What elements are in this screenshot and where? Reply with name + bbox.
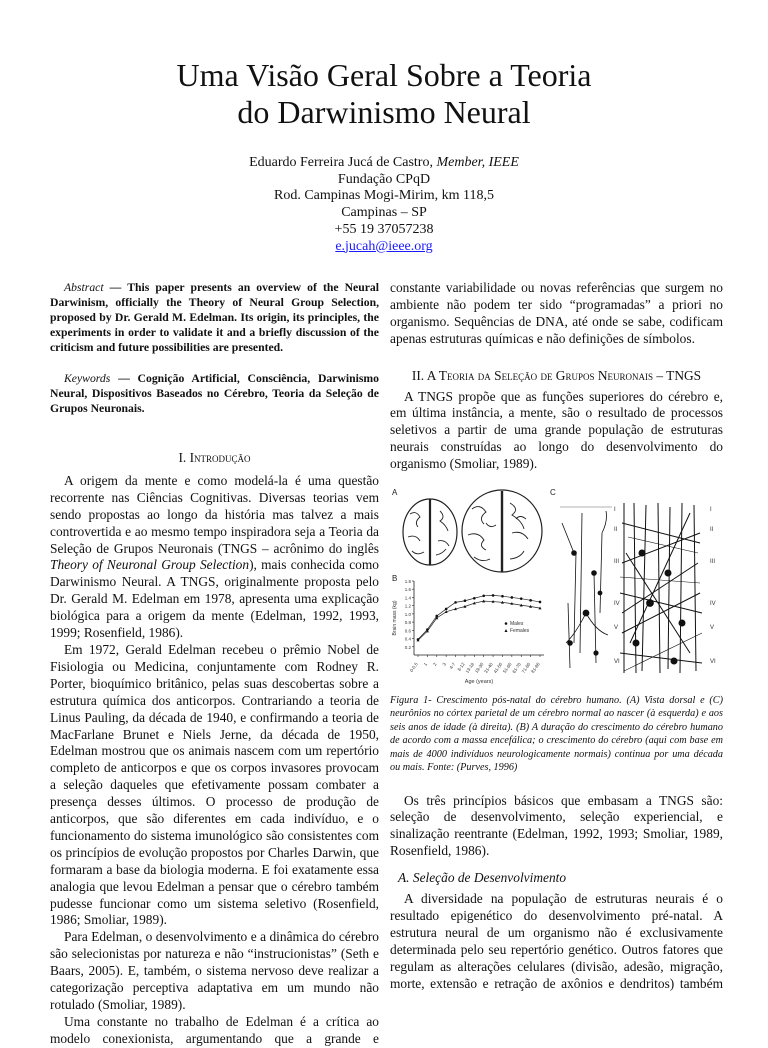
paper-title xyxy=(0,57,768,131)
cortex-layer-label: IV xyxy=(710,601,716,608)
cortex-layer-labels xyxy=(614,507,716,665)
tngs-paragraph-3: A diversidade na população de estruturas neurais é o resultado epigenético do desenvolvimento pré-natal. A estrutura neural de um organismo não é exclusivamente determinada pelo seu repertório genético. Outros fatores que regulam as alterações celulares (divisão, adesão, migração, morte, extensão e retração de axônios e dendritos) também xyxy=(390,891,723,991)
intro-paragraph-3: Para Edelman, o desenvolvimento e a dinâmica do cérebro são selecionistas por natureza e não “instrucionistas” (Seth e Baars, 2005). E, também, o sistema nervoso deve realizar a categorização perceptiva adaptativa em um mundo não rotulado (Smoliar, 1989). xyxy=(50,929,379,1012)
intro-paragraph-4: Uma constante no trabalho de Edelman é a crítica ao modelo conexionista, argumentando que a grande e xyxy=(50,1013,379,1046)
author-membership: Member, IEEE xyxy=(436,155,519,170)
panel-c-label: C xyxy=(550,488,556,498)
x-tick-label: 0-0.5 xyxy=(408,661,419,674)
data-point-males xyxy=(492,594,495,597)
intro-p1-text-a: A origem da mente e como modelá-la é uma questão recorrente nas Ciências Cognitivas. Diversas teorias vem sendo propostas ao longo da história mas talvez a mais controvertida e ao mesmo tempo inspiradora seja a Teoria da Seleção de Grupos Neuronais (TNGS – acrônimo do inglês xyxy=(50,472,379,556)
panel-c-neurons xyxy=(550,493,723,683)
cortex-layer-label: III xyxy=(614,559,620,566)
title-line-1: Uma Visão Geral Sobre a Teoria xyxy=(176,57,592,93)
legend-marker-females xyxy=(505,629,508,632)
author-name: Eduardo Ferreira Jucá de Castro, xyxy=(249,155,433,170)
data-point-males xyxy=(464,599,467,602)
intro-p1-italic: Theory of Neuronal Group Selection xyxy=(50,557,250,573)
panel-b-label: B xyxy=(392,574,398,584)
x-tick-label: 19-30 xyxy=(473,661,485,675)
cortex-layer-label: VI xyxy=(614,659,620,666)
abstract-text: — This paper presents an overview of the Neural Darwinism, officially the Theory of Neural Group Selection, proposed by Dr. Gerald M. Edelman. Its origin, its principles, the experiments in order to validate it and a briefly discussion of the criticism and future possibilities are presented. xyxy=(50,281,379,354)
y-tick-label: 1.8 xyxy=(404,579,411,585)
y-tick-label: 1.6 xyxy=(404,587,411,593)
cortex-layer-label: I xyxy=(614,507,616,514)
y-tick-label: 1.0 xyxy=(404,611,411,617)
legend-label-females: Females xyxy=(510,628,530,635)
x-tick-label: 51-60 xyxy=(501,661,513,675)
x-tick-label: 61-70 xyxy=(511,661,523,675)
keywords-label: Keywords xyxy=(64,372,111,385)
author-line xyxy=(0,155,768,172)
x-axis-label: Age (years) xyxy=(464,679,494,686)
cortex-layer-label: II xyxy=(614,527,618,534)
section-heading-introduction: I. Introdução xyxy=(178,450,251,465)
legend-marker-males xyxy=(505,622,508,625)
tngs-paragraph-1: A TNGS propõe que as funções superiores do cérebro e, em última instância, a mente, são o resultado de processos seletivos a partir de uma grande população de estruturas neurais construídas ao longo do desenvolvimento do organismo (Smoliar, 1989). xyxy=(390,388,723,472)
x-tick-label: 2 xyxy=(432,661,438,667)
author-city: Campinas – SP xyxy=(341,205,427,221)
subsection-heading-a: A. Seleção de Desenvolvimento xyxy=(398,870,567,886)
x-tick-label: 31-40 xyxy=(483,661,494,675)
y-tick-label: 0.8 xyxy=(404,620,411,626)
panel-b-growth-chart xyxy=(390,575,550,688)
keywords xyxy=(50,371,379,416)
data-point-males xyxy=(454,601,457,604)
figure-1 xyxy=(390,485,723,688)
data-point-males xyxy=(501,595,504,598)
data-point-males xyxy=(539,601,542,604)
panel-a-label: A xyxy=(392,488,398,498)
x-tick-label: 8-12 xyxy=(456,661,466,673)
x-tick-label: 41-50 xyxy=(492,661,504,675)
left-column xyxy=(50,280,379,1048)
abstract-label: Abstract xyxy=(64,281,104,294)
neurons-six-year-illustration xyxy=(620,503,702,673)
legend-label-males: Males xyxy=(510,621,524,628)
data-point-males xyxy=(520,597,523,600)
x-tick-label: 71-80 xyxy=(520,661,532,675)
x-tick-label: 3 xyxy=(441,661,447,667)
author-email-link[interactable]: e.jucah@ieee.org xyxy=(335,238,433,254)
brain-adult-illustration xyxy=(462,490,542,572)
author-address: Rod. Campinas Mogi-Mirim, km 118,5 xyxy=(274,188,494,204)
data-point-males xyxy=(529,599,532,602)
y-tick-label: 1.2 xyxy=(404,603,411,609)
panel-a-brains xyxy=(390,489,550,575)
y-axis-label: Brain mass (kg) xyxy=(392,600,398,636)
tngs-paragraph-2: Os três princípios básicos que embasam a TNGS são: seleção de desenvolvimento, seleção experiencial, e sinalização reentrante (Edelman, 1992, 1993; Smoliar, 1989, Rosenfield, 1986). xyxy=(390,792,723,859)
x-tick-label: 1 xyxy=(422,661,429,667)
continuation-paragraph: constante variabilidade ou novas referências que surgem no ambiente não podem ter sido “programadas” a priori no organismo. Sequências de DNA, até onde se sabe, codificam apenas estruturas químicas e não definições de símbolos. xyxy=(390,280,723,346)
cortex-layer-label: IV xyxy=(614,601,620,608)
keywords-text: — Cognição Artificial, Consciência, Darwinismo Neural, Dispositivos Baseados no Cérebro, Teoria da Seleção de Grupos Neuronais. xyxy=(50,372,379,415)
cortex-layer-label: V xyxy=(614,625,619,632)
data-point-males xyxy=(482,595,485,598)
cortex-layer-label: VI xyxy=(710,659,716,666)
x-tick-label: 81-86 xyxy=(530,661,541,675)
y-tick-label: 1.4 xyxy=(404,595,411,601)
right-column xyxy=(390,280,723,992)
x-tick-label: 4-7 xyxy=(448,661,457,670)
cortex-layer-label: II xyxy=(710,527,714,534)
intro-paragraph-2: Em 1972, Gerald Edelman recebeu o prêmio Nobel de Fisiologia ou Medicina, conjuntamente com Rodney R. Porter, bioquímico britânico, pelas suas descobertas sobre a estrutura química dos anticorpos. Contrariando a teoria de Linus Pauling, da década de 1940, e confirmando a teoria de MacFarlane Brunet e Niels Jerne, da década de 1950, Edelman mostrou que os animais nascem com um repertório completo de anticorpos e que os corpos invasores provocam a seleção daqueles que efetivamente possam combater a presença desses últimos. O processo de produção de anticorpos, que são diferentes em cada indivíduo, e o funcionamento do sistema imunológico são consistentes com os princípios de evolução propostos por Charles Darwin, que formaram a base da biologia moderna. E foi exatamente essa analogia que levou Edelman a pensar que o cérebro também pudesse funcionar como um sistema seletivo (Rosenfield, 1986; Smoliar, 1989). xyxy=(50,641,379,928)
author-block xyxy=(0,155,768,255)
cortex-layer-label: III xyxy=(710,559,716,566)
section-heading-tngs: II. A Teoria da Seleção de Grupos Neuronais – TNGS xyxy=(411,367,702,383)
title-line-2: do Darwinismo Neural xyxy=(237,94,531,130)
x-tick-label: 13-18 xyxy=(464,661,476,675)
y-tick-label: 0.4 xyxy=(404,636,411,642)
brain-newborn-illustration xyxy=(403,499,457,565)
figure-1-caption: Figura 1- Crescimento pós-natal do cérebro humano. (A) Vista dorsal e (C) neurônios no córtex parietal de um cérebro normal ao nascer (à esquerda) e aos seis anos de idade (à direita). (B) A duração do crescimento do cérebro humano de acordo com a massa encefálica; o crescimento do cérebro (aqui com base em mais de 4000 indivíduos neurologicamente normais) continua por uma década ou mais. Fonte: (Purves, 1996) xyxy=(390,695,723,774)
data-point-males xyxy=(473,597,476,600)
data-point-males xyxy=(445,608,448,611)
abstract xyxy=(50,280,379,355)
y-tick-label: 0.6 xyxy=(404,628,411,634)
author-affiliation: Fundação CPqD xyxy=(337,171,431,187)
cortex-layer-label: V xyxy=(710,625,715,632)
cortex-layer-label: I xyxy=(710,507,712,514)
y-tick-label: 0.2 xyxy=(404,644,411,650)
neurons-newborn-illustration xyxy=(560,507,612,668)
author-phone: +55 19 37057238 xyxy=(334,221,434,237)
intro-paragraph-1 xyxy=(50,473,379,642)
intro-p1-text-b: ), mais conhecida como Darwinismo Neural. A TNGS, originalmente proposta pelo Dr. Gerald M. Edelman em 1978, apresenta uma explicação biológica para a origem da mente (Edelman, 1992, 1993, 1999; Rosenfield, 1986). xyxy=(50,557,379,641)
data-point-males xyxy=(511,596,514,599)
